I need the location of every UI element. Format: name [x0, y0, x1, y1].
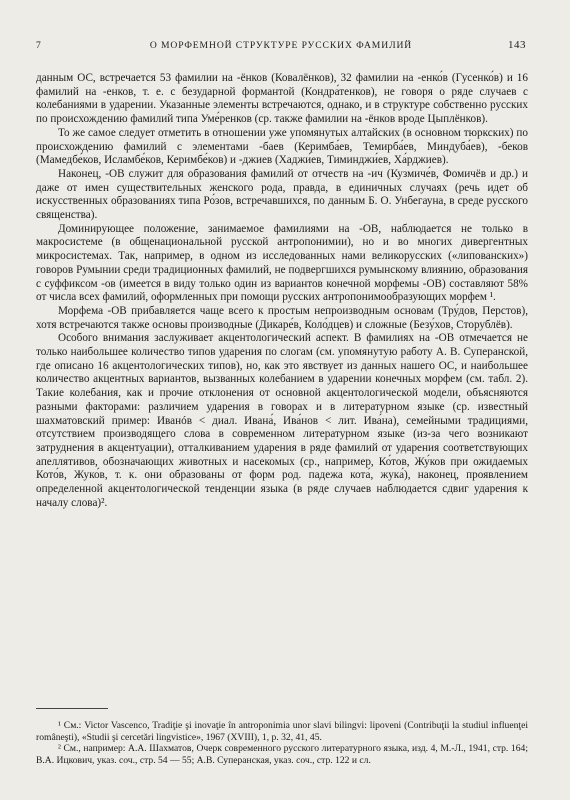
footnote: ¹ См.: Victor Vascenco, Tradiţie şi inovaţie în antroponimia unor slavi bilingvi: lipoveni (Contribuţii la studiul influenţei româneşti), «Studii şi cercetări lingvistice», 1967 (XVIII), 1, p. 32, 41, 45. [36, 720, 528, 743]
footnotes [36, 720, 528, 766]
left-page-number: 7 [36, 40, 42, 51]
paragraph-continued: данным ОС, встречается 53 фамилии на -ёнков (Ковалёнков), 32 фамилии на -енко́в (Гусенко́в) и 16 фамилий на -енков, т. е. с безударной формантой (Кондра́тенков), не говоря о ряде случаев с колебаниями в ударении. Указанные элементы встречаются, однако, и в структуре собственно русских по происхождению фамилий типа Уме́ренков (ср. также фамилии на -ёнков вроде Цыплёнков). [36, 72, 528, 126]
footnote-divider [36, 708, 108, 709]
paragraph: Наконец, -ОВ служит для образования фамилий от отчеств на -ич (Кузмиче́в, Фомичёв и др.) и даже от имен существительных женского рода, правда, в единичных случаях (речь идет об искусственных образованиях типа Ро́зов, встречавшихся, по данным Б. О. Унбегауна, в среде русского священства). [36, 167, 528, 222]
running-title: О МОРФЕМНОЙ СТРУКТУРЕ РУССКИХ ФАМИЛИЙ [149, 40, 413, 51]
body-text [36, 72, 528, 511]
running-head [36, 40, 526, 54]
paragraph: То же самое следует отметить в отношении уже упомянутых алтайских (в основном тюркских) по происхождению фамилий с элементами -баев (Керимба́ев, Темирба́ев, Миндуба́ев), -беков (Мамедбе́ков, Исламбе́ков, Керимбе́ков) и -джиев (Хаджи́ев, Тиминджи́ев, Ха́рджиев). [36, 126, 528, 167]
footnote: ² См., например: А.А. Шахматов, Очерк современного русского литературного языка, изд. 4, М.-Л., 1941, стр. 164; В.А. Ицкович, указ. соч., стр. 54 — 55; А.В. Суперанская, указ. соч., стр. 122 и сл. [36, 743, 528, 766]
paragraph: Морфема -ОВ прибавляется чаще всего к простым непроизводным основам (Тру́дов, Перстов), хотя встречаются также основы производные (Дикаре́в, Коло́дцев) и сложные (Безу́хов, Сторублёв). [36, 304, 528, 331]
page-number: 143 [508, 39, 526, 51]
paragraph: Доминирующее положение, занимаемое фамилиями на -ОВ, наблюдается не только в макросистеме (в общенациональной русской антропонимии), но и во многих дивергентных микросистемах. Так, например, в одном из исследованных нами великорусских («липованских») говоров Румынии среди традиционных фамилий, не подвергшихся румынскому влиянию, образования с суффиксом -ов (имеется в виду только один из вариантов конечной морфемы -ОВ) составляют 58% от числа всех фамилий, оформленных при помощи русских антропонимообразующих морфем ¹. [36, 222, 528, 304]
paragraph: Особого внимания заслуживает акцентологический аспект. В фамилиях на -ОВ отмечается не только наибольшее количество типов ударения по слогам (см. упомянутую работу А. В. Суперанской, где описано 16 акцентологических типов), но, как это явствует из данных нашего ОС, и наибольшее количество акцентных вариантов, вызванных колебанием в ударении конечных морфем (см. табл. 2). Такие колебания, как и прочие отклонения от основной акцентологической модели, объясняются разными факторами: различием ударения в говорах и в литературном языке (ср. известный шахматовский пример: Иванóв < диал. Ивана́, Ива́нов < лит. Ива́на), семейными традициями, отсутствием производящего слова в современном литературном языке (из-за чего возникают затруднения в акцентуации), отталкиванием ударения в ряде фамилий от ударения соответствующих апеллятивов, обозначающих животных и насекомых (ср., например, Ко́тов, Жу́ков при ожидаемых Кото́в, Жуко́в, т. к. они образованы от форм род. падежа кота́, жука́), наконец, проявлением определенной акцентологической тенденции языка (в ряде случаев наблюдается сдвиг ударения к началу слова)². [36, 332, 528, 509]
